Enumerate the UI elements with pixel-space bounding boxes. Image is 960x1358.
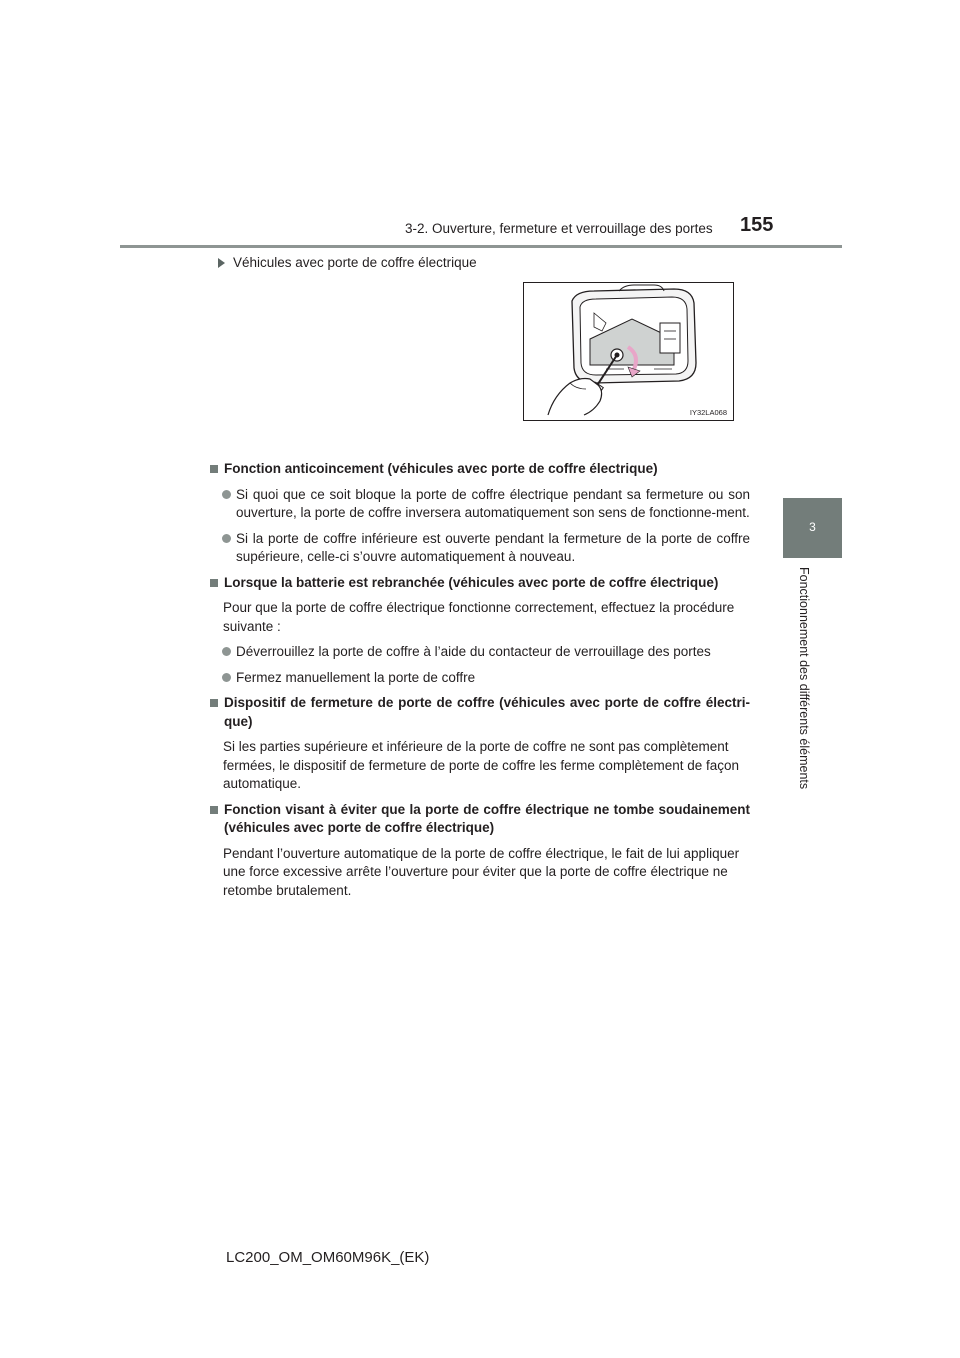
square-bullet-icon bbox=[210, 465, 218, 473]
chapter-number: 3 bbox=[809, 520, 816, 534]
vehicle-type-note bbox=[218, 255, 477, 270]
figure-code: IY32LA068 bbox=[689, 408, 727, 417]
square-bullet-icon bbox=[210, 806, 218, 814]
section-heading-text: Fonction visant à éviter que la porte de coffre électrique ne tombe soudainement (véhicules avec porte de coffre électrique) bbox=[224, 801, 750, 835]
square-bullet-icon bbox=[210, 579, 218, 587]
square-bullet-icon bbox=[210, 699, 218, 707]
list-item bbox=[222, 669, 750, 688]
section-heading-text: Dispositif de fermeture de porte de coffre (véhicules avec porte de coffre électri-que) bbox=[224, 695, 750, 729]
document-code: LC200_OM_OM60M96K_(EK) bbox=[226, 1249, 430, 1266]
paragraph: Si les parties supérieure et inférieure de la porte de coffre ne sont pas complètement fermées, le dispositif de fermeture de porte de coffre les ferme complètement de façon automatique. bbox=[223, 739, 740, 791]
list-item-text: Déverrouillez la porte de coffre à l’aide du contacteur de verrouillage des portes bbox=[236, 644, 711, 659]
section-heading-text: Lorsque la batterie est rebranchée (véhicules avec porte de coffre électrique) bbox=[224, 574, 719, 590]
page-number: 155 bbox=[740, 214, 774, 236]
list-item-text: Fermez manuellement la porte de coffre bbox=[236, 669, 476, 685]
section-heading-text: Fonction anticoincement (véhicules avec porte de coffre électrique) bbox=[224, 461, 658, 476]
list-item bbox=[222, 643, 750, 662]
arrow-right-icon bbox=[218, 258, 225, 268]
running-header: 3-2. Ouverture, fermeture et verrouillage des portes bbox=[405, 221, 713, 236]
list-item-text: Si quoi que ce soit bloque la porte de coffre électrique pendant sa fermeture ou son ouverture, la porte de coffre inversera automatiquement son sens de fonctionne-ment. bbox=[236, 486, 750, 520]
section-heading bbox=[210, 801, 750, 838]
paragraph: Pendant l’ouverture automatique de la porte de coffre électrique, le fait de lui appliquer une force excessive arrête l’ouverture pour éviter que la porte de coffre électrique ne retombe brutalement. bbox=[223, 845, 740, 898]
chapter-title: Fonctionnement des différents éléments bbox=[797, 567, 811, 790]
section-heading bbox=[210, 460, 750, 479]
section-heading bbox=[210, 574, 750, 593]
bullet-dot-icon bbox=[222, 647, 231, 656]
section-heading bbox=[210, 694, 750, 731]
vehicle-type-text: Véhicules avec porte de coffre électrique bbox=[233, 255, 477, 270]
paragraph: Pour que la porte de coffre électrique fonctionne correctement, effectuez la procédure suivante : bbox=[223, 600, 735, 634]
bullet-dot-icon bbox=[222, 490, 231, 499]
bullet-dot-icon bbox=[222, 534, 231, 543]
header-rule bbox=[120, 245, 842, 248]
list-item bbox=[222, 486, 750, 523]
tailgate-illustration bbox=[524, 283, 733, 420]
list-item-text: Si la porte de coffre inférieure est ouverte pendant la fermeture de la porte de coffre supérieure, celle-ci s’ouvre automatiquement à nouveau. bbox=[236, 530, 750, 564]
list-item bbox=[222, 530, 750, 567]
bullet-dot-icon bbox=[222, 673, 231, 682]
chapter-tab bbox=[783, 498, 842, 558]
main-content bbox=[210, 460, 750, 907]
illustration bbox=[523, 282, 734, 421]
